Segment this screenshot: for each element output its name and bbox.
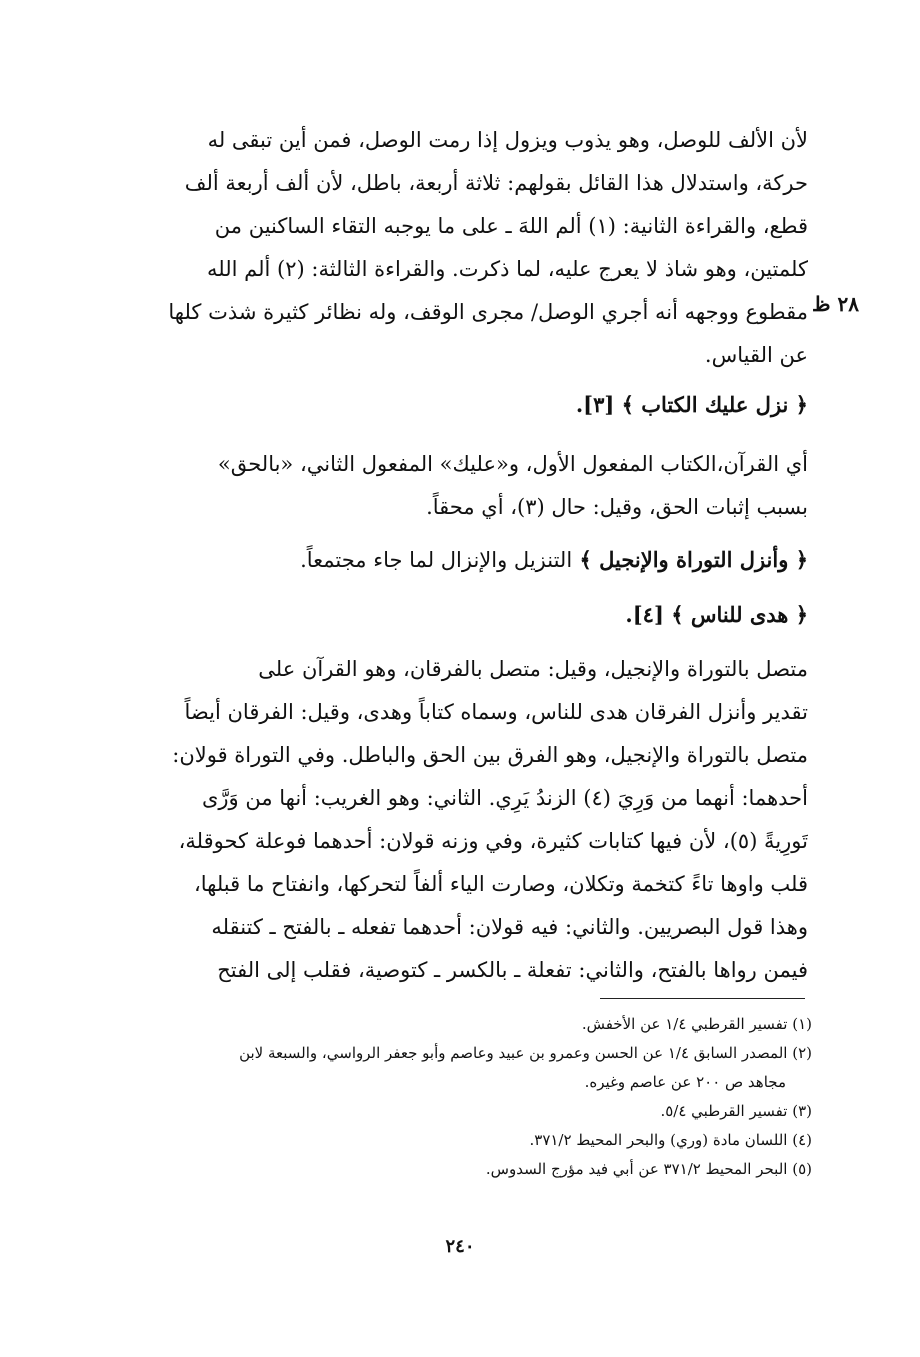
verse-heading-1: ﴿ نزل عليك الكتاب ﴾ [٣]. <box>575 392 808 417</box>
footnote-separator <box>600 998 805 999</box>
paragraph-1-line: لأن الألف للوصل، وهو يذوب ويزول إذا رمت الوصل، فمن أين تبقى له <box>207 128 808 152</box>
footnote: (١) تفسير القرطبي ١/٤ عن الأخفش. <box>581 1015 812 1033</box>
footnote: (٣) تفسير القرطبي ٥/٤. <box>660 1102 812 1120</box>
paragraph-1-line: قطع، والقراءة الثانية: (١) ألم اللهَ ـ على ما يوجبه التقاء الساكنين من <box>214 214 808 238</box>
page-number: ٢٤٠ <box>445 1236 475 1257</box>
verse-heading-2 <box>300 547 808 572</box>
paragraph-2 <box>108 443 808 529</box>
paragraph-3-line: تقدير وأنزل الفرقان هدى للناس، وسماه كتاباً وهدى، وقيل: الفرقان أيضاً <box>184 700 808 724</box>
footnote: (٢) المصدر السابق ١/٤ عن الحسن وعمرو بن عبيد وعاصم وأبو جعفر الرواسي، والسبعة لابن <box>239 1044 812 1062</box>
paragraph-2-line: بسبب إثبات الحق، وقيل: حال (٣)، أي محقاً. <box>426 495 808 519</box>
footnote: (٥) البحر المحيط ٣٧١/٢ عن أبي فيد مؤرج السدوس. <box>485 1160 812 1178</box>
paragraph-1-line: كلمتين، وهو شاذ لا يعرج عليه، لما ذكرت. والقراءة الثالثة: (٢) ألم الله <box>207 257 808 281</box>
verse-2-commentary: التنزيل والإنزال لما جاء مجتمعاً. <box>300 548 573 572</box>
footnotes <box>112 1010 812 1184</box>
paragraph-3-line: تَورِيةً (٥)، لأن فيها كتابات كثيرة، وفي وزنه قولان: أحدهما فوعلة كحوقلة، <box>178 829 808 853</box>
paragraph-1-line: عن القياس. <box>704 343 808 367</box>
footnote-continuation: مجاهد ص ٢٠٠ عن عاصم وغيره. <box>584 1073 786 1091</box>
paragraph-3-line: متصل بالتوراة والإنجيل، وهو الفرق بين الحق والباطل. وفي التوراة قولان: <box>172 743 808 767</box>
verse-2-quote: ﴿ وأنزل التوراة والإنجيل ﴾ <box>579 547 808 572</box>
margin-folio-note: ٢٨ ظ <box>812 292 859 316</box>
paragraph-3 <box>108 648 808 992</box>
paragraph-1 <box>108 119 808 377</box>
paragraph-1-line: حركة، واستدلال هذا القائل بقولهم: ثلاثة أربعة، باطل، لأن ألف أربعة ألف <box>184 171 808 195</box>
paragraph-1-line: مقطوع ووجهه أنه أجري الوصل/ مجرى الوقف، وله نظائر كثيرة شذت كلها <box>168 300 808 324</box>
paragraph-3-line: فيمن رواها بالفتح، والثاني: تفعلة ـ بالكسر ـ كتوصية، فقلب إلى الفتح <box>217 958 808 982</box>
footnote: (٤) اللسان مادة (وري) والبحر المحيط ٣٧١/٢. <box>529 1131 812 1149</box>
paragraph-3-line: قلب واوها تاءً كتخمة وتكلان، وصارت الياء ألفاً لتحركها، وانفتاح ما قبلها، <box>193 872 808 896</box>
verse-heading-3: ﴿ هدى للناس ﴾ [٤]. <box>625 602 808 627</box>
paragraph-3-line: وهذا قول البصريين. والثاني: فيه قولان: أحدهما تفعله ـ بالفتح ـ كتنقله <box>211 915 808 939</box>
paragraph-3-line: متصل بالتوراة والإنجيل، وقيل: متصل بالفرقان، وهو القرآن على <box>258 657 808 681</box>
paragraph-2-line: أي القرآن،الكتاب المفعول الأول، و«عليك» المفعول الثاني، «بالحق» <box>217 452 808 476</box>
paragraph-3-line: أحدهما: أنهما من وَرِيَ (٤) الزندُ يَرِي. الثاني: وهو الغريب: أنها من وَرَّى <box>201 786 808 810</box>
